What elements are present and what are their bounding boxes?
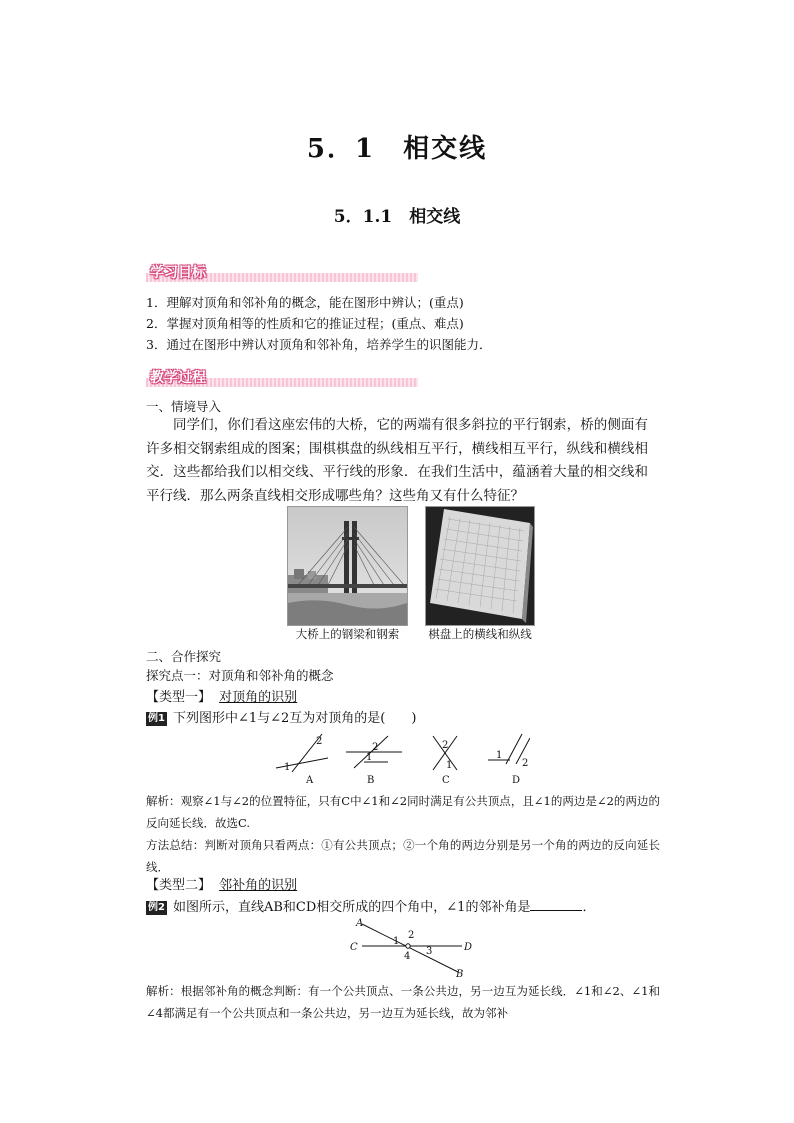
point-d: D <box>464 942 473 953</box>
fig-b-angle1: 1 <box>366 752 373 763</box>
page-title: 5．1 相交线 <box>306 134 488 164</box>
fig-d-angle2: 2 <box>522 758 529 769</box>
example2-end: ． <box>582 900 596 915</box>
vertex-point <box>406 944 410 948</box>
example2-figure <box>340 916 480 978</box>
intro-paragraph: 同学们，你们看这座宏伟的大桥，它的两端有很多斜拉的平行钢索，桥的侧面有许多相交钢索组成的图案；围棋棋盘的纵线相互平行，横线相互平行，纵线和横线相交．这些都给我们以相交线、平行线的形象．在我们生活中，蕴涵着大量的相交线和平行线．那么两条直线相交形成哪些角？这些角又有什么特征？ <box>146 417 648 504</box>
example2 <box>146 898 595 918</box>
goal-item: 2．掌握对顶角相等的性质和它的推证过程；(重点、难点) <box>146 316 464 331</box>
goals-banner <box>146 262 418 282</box>
part2-heading: 二、合作探究 <box>146 649 222 664</box>
section-subtitle: 5．1.1 相交线 <box>333 207 461 227</box>
goal-item: 1．理解对顶角和邻补角的概念，能在图形中辨认；(重点) <box>146 295 464 310</box>
fig-c-angle2: 2 <box>442 740 449 751</box>
part1-heading: 一、情境导入 <box>146 399 222 414</box>
fig-a-angle2: 2 <box>316 736 323 747</box>
type1-title: 对顶角的识别 <box>219 690 298 705</box>
example1-method: 方法总结：判断对顶角只看两点：①有公共顶点；②一个角的两边分别是另一个角的两边的反向延长线． <box>146 838 660 874</box>
fig-a-angle1: 1 <box>284 762 291 773</box>
process-banner-label: 教学过程 <box>150 370 206 386</box>
fig-b-angle2: 2 <box>372 742 379 753</box>
fig-d-angle1: 1 <box>496 750 503 761</box>
type2-tag: 【类型二】 <box>146 878 212 893</box>
goal-item: 3．通过在图形中辨认对顶角和邻补角，培养学生的识图能力． <box>146 337 492 352</box>
goals-banner-label: 学习目标 <box>150 265 206 281</box>
point-c: C <box>350 942 358 953</box>
angle-2: 2 <box>408 930 415 941</box>
answer-blank[interactable] <box>530 898 582 911</box>
point-b: B <box>456 969 464 978</box>
example1-analysis: 解析：观察∠1与∠2的位置特征，只有C中∠1和∠2同时满足有公共顶点，且∠1的两边是∠2的两边的反向延长线．故选C. <box>146 794 660 830</box>
go-board-photo <box>425 506 535 626</box>
point1-heading: 探究点一：对顶角和邻补角的概念 <box>146 668 334 683</box>
example1 <box>146 709 416 729</box>
example1-figures <box>270 730 530 788</box>
fig-label-a: A <box>306 775 314 786</box>
fig-d-line <box>506 734 522 764</box>
fig-label-b: B <box>367 775 375 786</box>
board-caption: 棋盘上的横线和纵线 <box>428 627 532 641</box>
fig-label-c: C <box>442 775 450 786</box>
example2-badge: 例2 <box>148 902 165 913</box>
point-a: A <box>356 918 364 929</box>
bridge-caption: 大桥上的钢梁和钢索 <box>295 627 400 641</box>
type1-tag: 【类型一】 <box>146 690 212 705</box>
type1-heading <box>146 688 297 708</box>
process-banner <box>146 367 418 387</box>
fig-label-d: D <box>512 775 521 786</box>
angle-3: 3 <box>426 946 433 957</box>
type2-title: 邻补角的识别 <box>219 878 298 893</box>
angle-4: 4 <box>404 951 411 962</box>
example1-text: 下列图形中∠1与∠2互为对顶角的是( ) <box>172 711 417 726</box>
type2-heading <box>146 876 297 896</box>
example2-analysis: 解析：根据邻补角的概念判断：有一个公共顶点、一条公共边，另一边互为延长线．∠1和∠2、∠1和∠4都满足有一个公共顶点和一条公共边，另一边互为延长线，故为邻补 <box>146 984 660 1020</box>
angle-1: 1 <box>393 936 400 947</box>
fig-c-angle1: 1 <box>446 760 453 771</box>
example1-badge: 例1 <box>148 713 165 724</box>
example2-text: 如图所示，直线AB和CD相交所成的四个角中，∠1的邻补角是 <box>172 900 531 915</box>
bridge-photo <box>287 506 408 626</box>
